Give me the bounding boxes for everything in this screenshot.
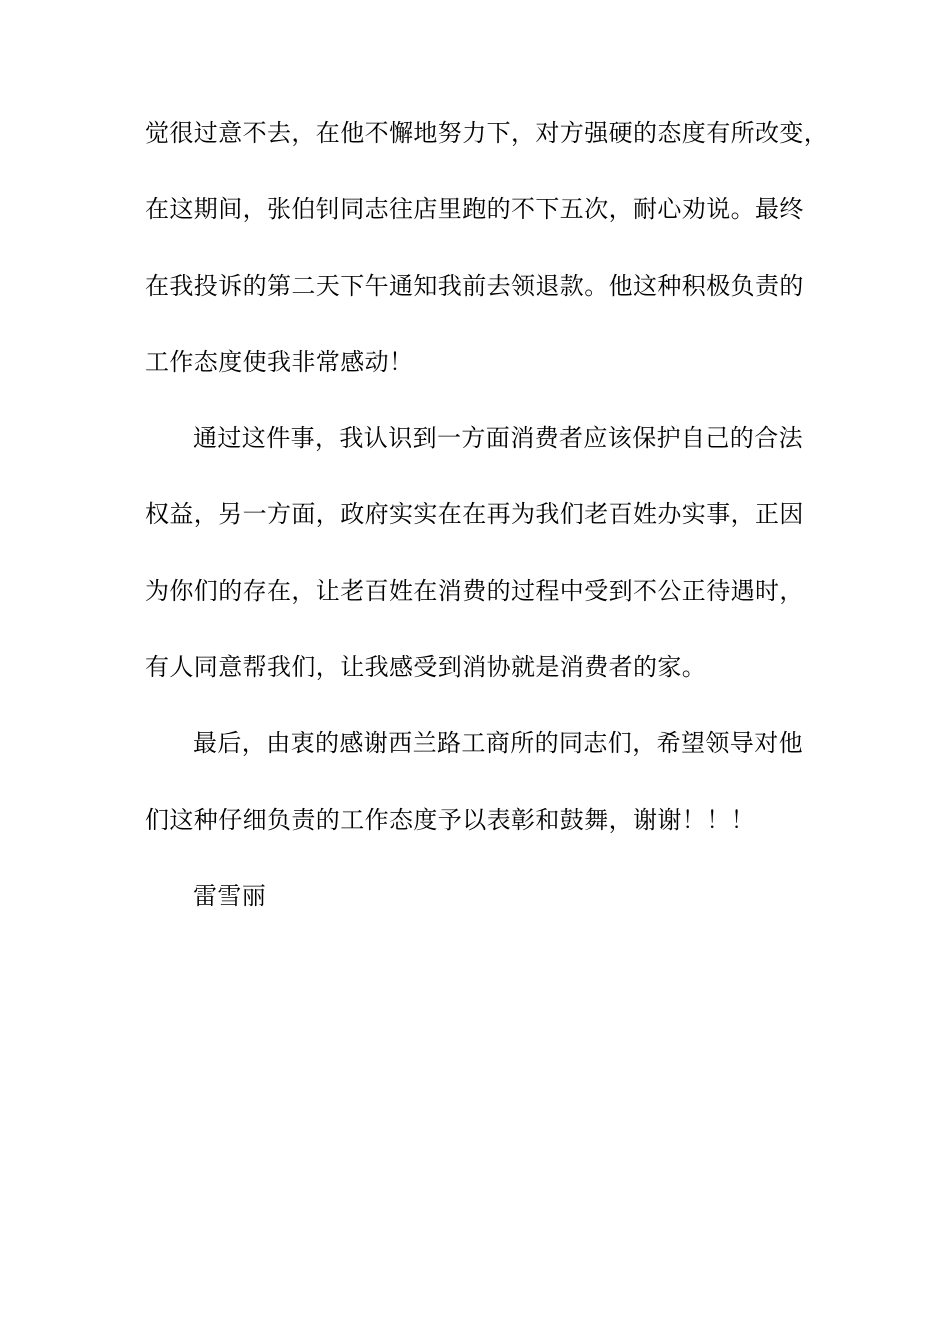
text-line: 最后，由衷的感谢西兰路工商所的同志们，希望领导对他 [193,729,803,758]
text-line: 权益，另一方面，政府实实在在再为我们老百姓办实事，正因 [145,500,804,529]
paragraph-3 [145,729,815,834]
signature: 雷雪丽 [193,881,267,910]
text-line: 们这种仔细负责的工作态度予以表彰和鼓舞，谢谢！！！ [145,805,755,834]
text-line: 为你们的存在，让老百姓在消费的过程中受到不公正待遇时， [145,576,804,605]
paragraph-2 [145,424,815,682]
paragraph-1 [145,119,829,376]
text-line: 在我投诉的第二天下午通知我前去领退款。他这种积极负责的 [145,271,804,300]
document-body [145,119,829,960]
text-line: 有人同意帮我们，让我感受到消协就是消费者的家。 [145,653,707,682]
text-line: 在这期间，张伯钊同志往店里跑的不下五次，耐心劝说。最终 [145,195,804,224]
text-line: 通过这件事，我认识到一方面消费者应该保护自己的合法 [193,424,803,453]
text-line: 工作态度使我非常感动！ [145,347,414,376]
text-line: 觉很过意不去，在他不懈地努力下，对方强硬的态度有所改变， [145,119,829,147]
